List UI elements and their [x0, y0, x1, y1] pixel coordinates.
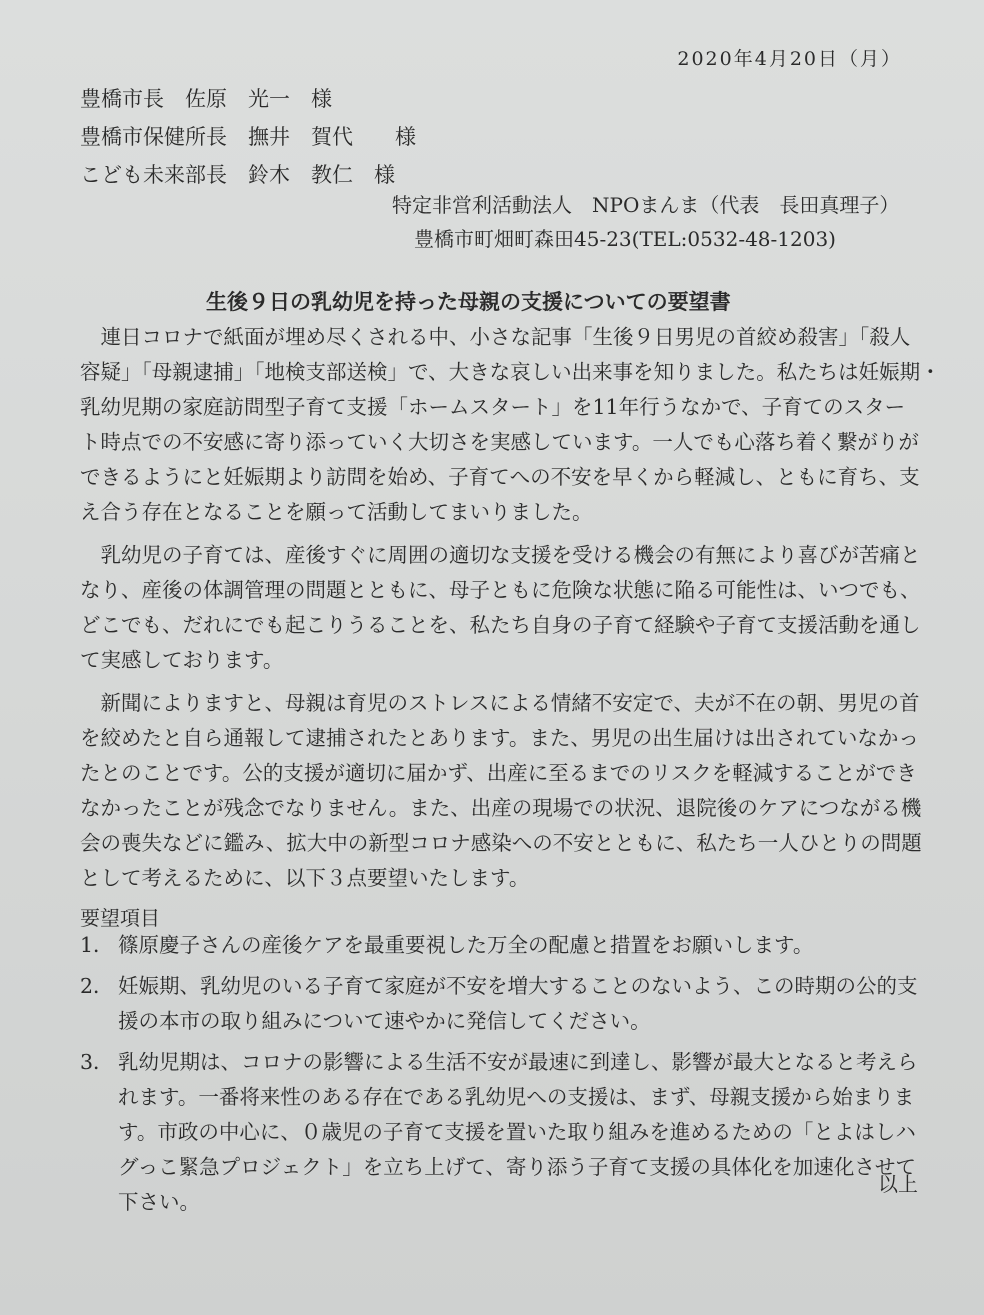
requests-heading: 要望項目 — [80, 906, 160, 930]
request-text — [118, 928, 930, 963]
text-line: 容疑」「母親逮捕」「地検支部送検」で、大きな哀しい出来事を知りました。私たちは妊娠期・ — [80, 360, 941, 384]
addressee-line: こども未来部長 鈴木 教仁 様 — [80, 163, 395, 187]
sender-address: 豊橋市町畑町森田45-23(TEL:0532-48-1203) — [414, 227, 836, 251]
text-line: ト時点での不安感に寄り添っていく大切さを実感しています。一人でも心落ち着く繋がりが — [80, 430, 919, 454]
letter-date: 2020年4月20日（月） — [677, 48, 902, 70]
paragraph-1 — [80, 320, 941, 530]
text-line: 援の本市の取り組みについて速やかに発信してください。 — [118, 1009, 651, 1033]
text-line: たとのことです。公的支援が適切に届かず、出産に至るまでのリスクを軽減することができ — [80, 761, 917, 785]
text-line: なり、産後の体調管理の問題とともに、母子ともに危険な状態に陥る可能性は、いつでも、 — [80, 578, 921, 602]
text-line: す。市政の中心に、０歳児の子育て支援を置いた取り組みを進めるための「とよはしハ — [118, 1120, 916, 1144]
paragraph-3 — [80, 686, 920, 896]
text-line: て実感しております。 — [80, 648, 284, 672]
request-number: 3． — [80, 1050, 114, 1074]
request-item-1 — [80, 928, 930, 963]
sender-organization: 特定非営利活動法人 NPOまんま（代表 長田真理子） — [392, 193, 900, 217]
text-line: なかったことが残念でなりません。また、出産の現場での状況、退院後のケアにつながる機 — [80, 796, 922, 820]
text-line: 新聞によりますと、母親は育児のストレスによる情緒不安定で、夫が不在の朝、男児の首 — [80, 691, 920, 715]
document-title: 生後９日の乳幼児を持った母親の支援についての要望書 — [206, 289, 731, 314]
request-text — [118, 1045, 930, 1220]
text-line: 連日コロナで紙面が埋め尽くされる中、小さな記事「生後９日男児の首絞め殺害」「殺人 — [80, 325, 911, 349]
closing-mark: 以上 — [878, 1172, 918, 1196]
sender-block — [392, 188, 899, 256]
text-line: れます。一番将来性のある存在である乳幼児への支援は、まず、母親支援から始まりま — [118, 1085, 915, 1109]
request-item-2 — [80, 969, 930, 1039]
text-line: グっこ緊急プロジェクト」を立ち上げて、寄り添う子育て支援の具体化を加速化させて — [118, 1155, 916, 1179]
text-line: を絞めたと自ら通報して逮捕されたとあります。また、男児の出生届けは出されていなかっ — [80, 726, 919, 750]
request-item-3 — [80, 1045, 930, 1220]
request-text — [118, 969, 930, 1039]
text-line: 妊娠期、乳幼児のいる子育て家庭が不安を増大することのないよう、この時期の公的支 — [118, 974, 918, 998]
letter-body — [80, 320, 941, 904]
text-line: 乳幼児の子育ては、産後すぐに周囲の適切な支援を受ける機会の有無により喜びが苦痛と — [80, 543, 921, 567]
text-line: 下さい。 — [118, 1190, 200, 1214]
text-line: どこでも、だれにでも起こりうることを、私たち自身の子育て経験や子育て支援活動を通し — [80, 613, 921, 637]
text-line: できるようにと妊娠期より訪問を始め、子育てへの不安を早くから軽減し、ともに育ち、支 — [80, 465, 920, 489]
requests-list — [80, 922, 930, 1220]
addressee-block — [80, 80, 416, 194]
addressee-line: 豊橋市保健所長 撫井 賀代 様 — [80, 125, 416, 149]
text-line: として考えるために、以下３点要望いたします。 — [80, 866, 530, 890]
request-number: 1． — [80, 933, 114, 957]
text-line: え合う存在となることを願って活動してまいりました。 — [80, 500, 593, 524]
text-line: 乳幼児期の家庭訪問型子育て支援「ホームスタート」を11年行うなかで、子育てのスター — [80, 395, 906, 419]
paragraph-2 — [80, 538, 920, 678]
text-line: 会の喪失などに鑑み、拡大中の新型コロナ感染への不安とともに、私たち一人ひとりの問題 — [80, 831, 922, 855]
addressee-line: 豊橋市長 佐原 光一 様 — [80, 87, 332, 111]
request-number: 2． — [80, 974, 114, 998]
text-line: 乳幼児期は、コロナの影響による生活不安が最速に到達し、影響が最大となると考えら — [118, 1050, 918, 1074]
text-line: 篠原慶子さんの産後ケアを最重要視した万全の配慮と措置をお願いします。 — [118, 933, 814, 957]
